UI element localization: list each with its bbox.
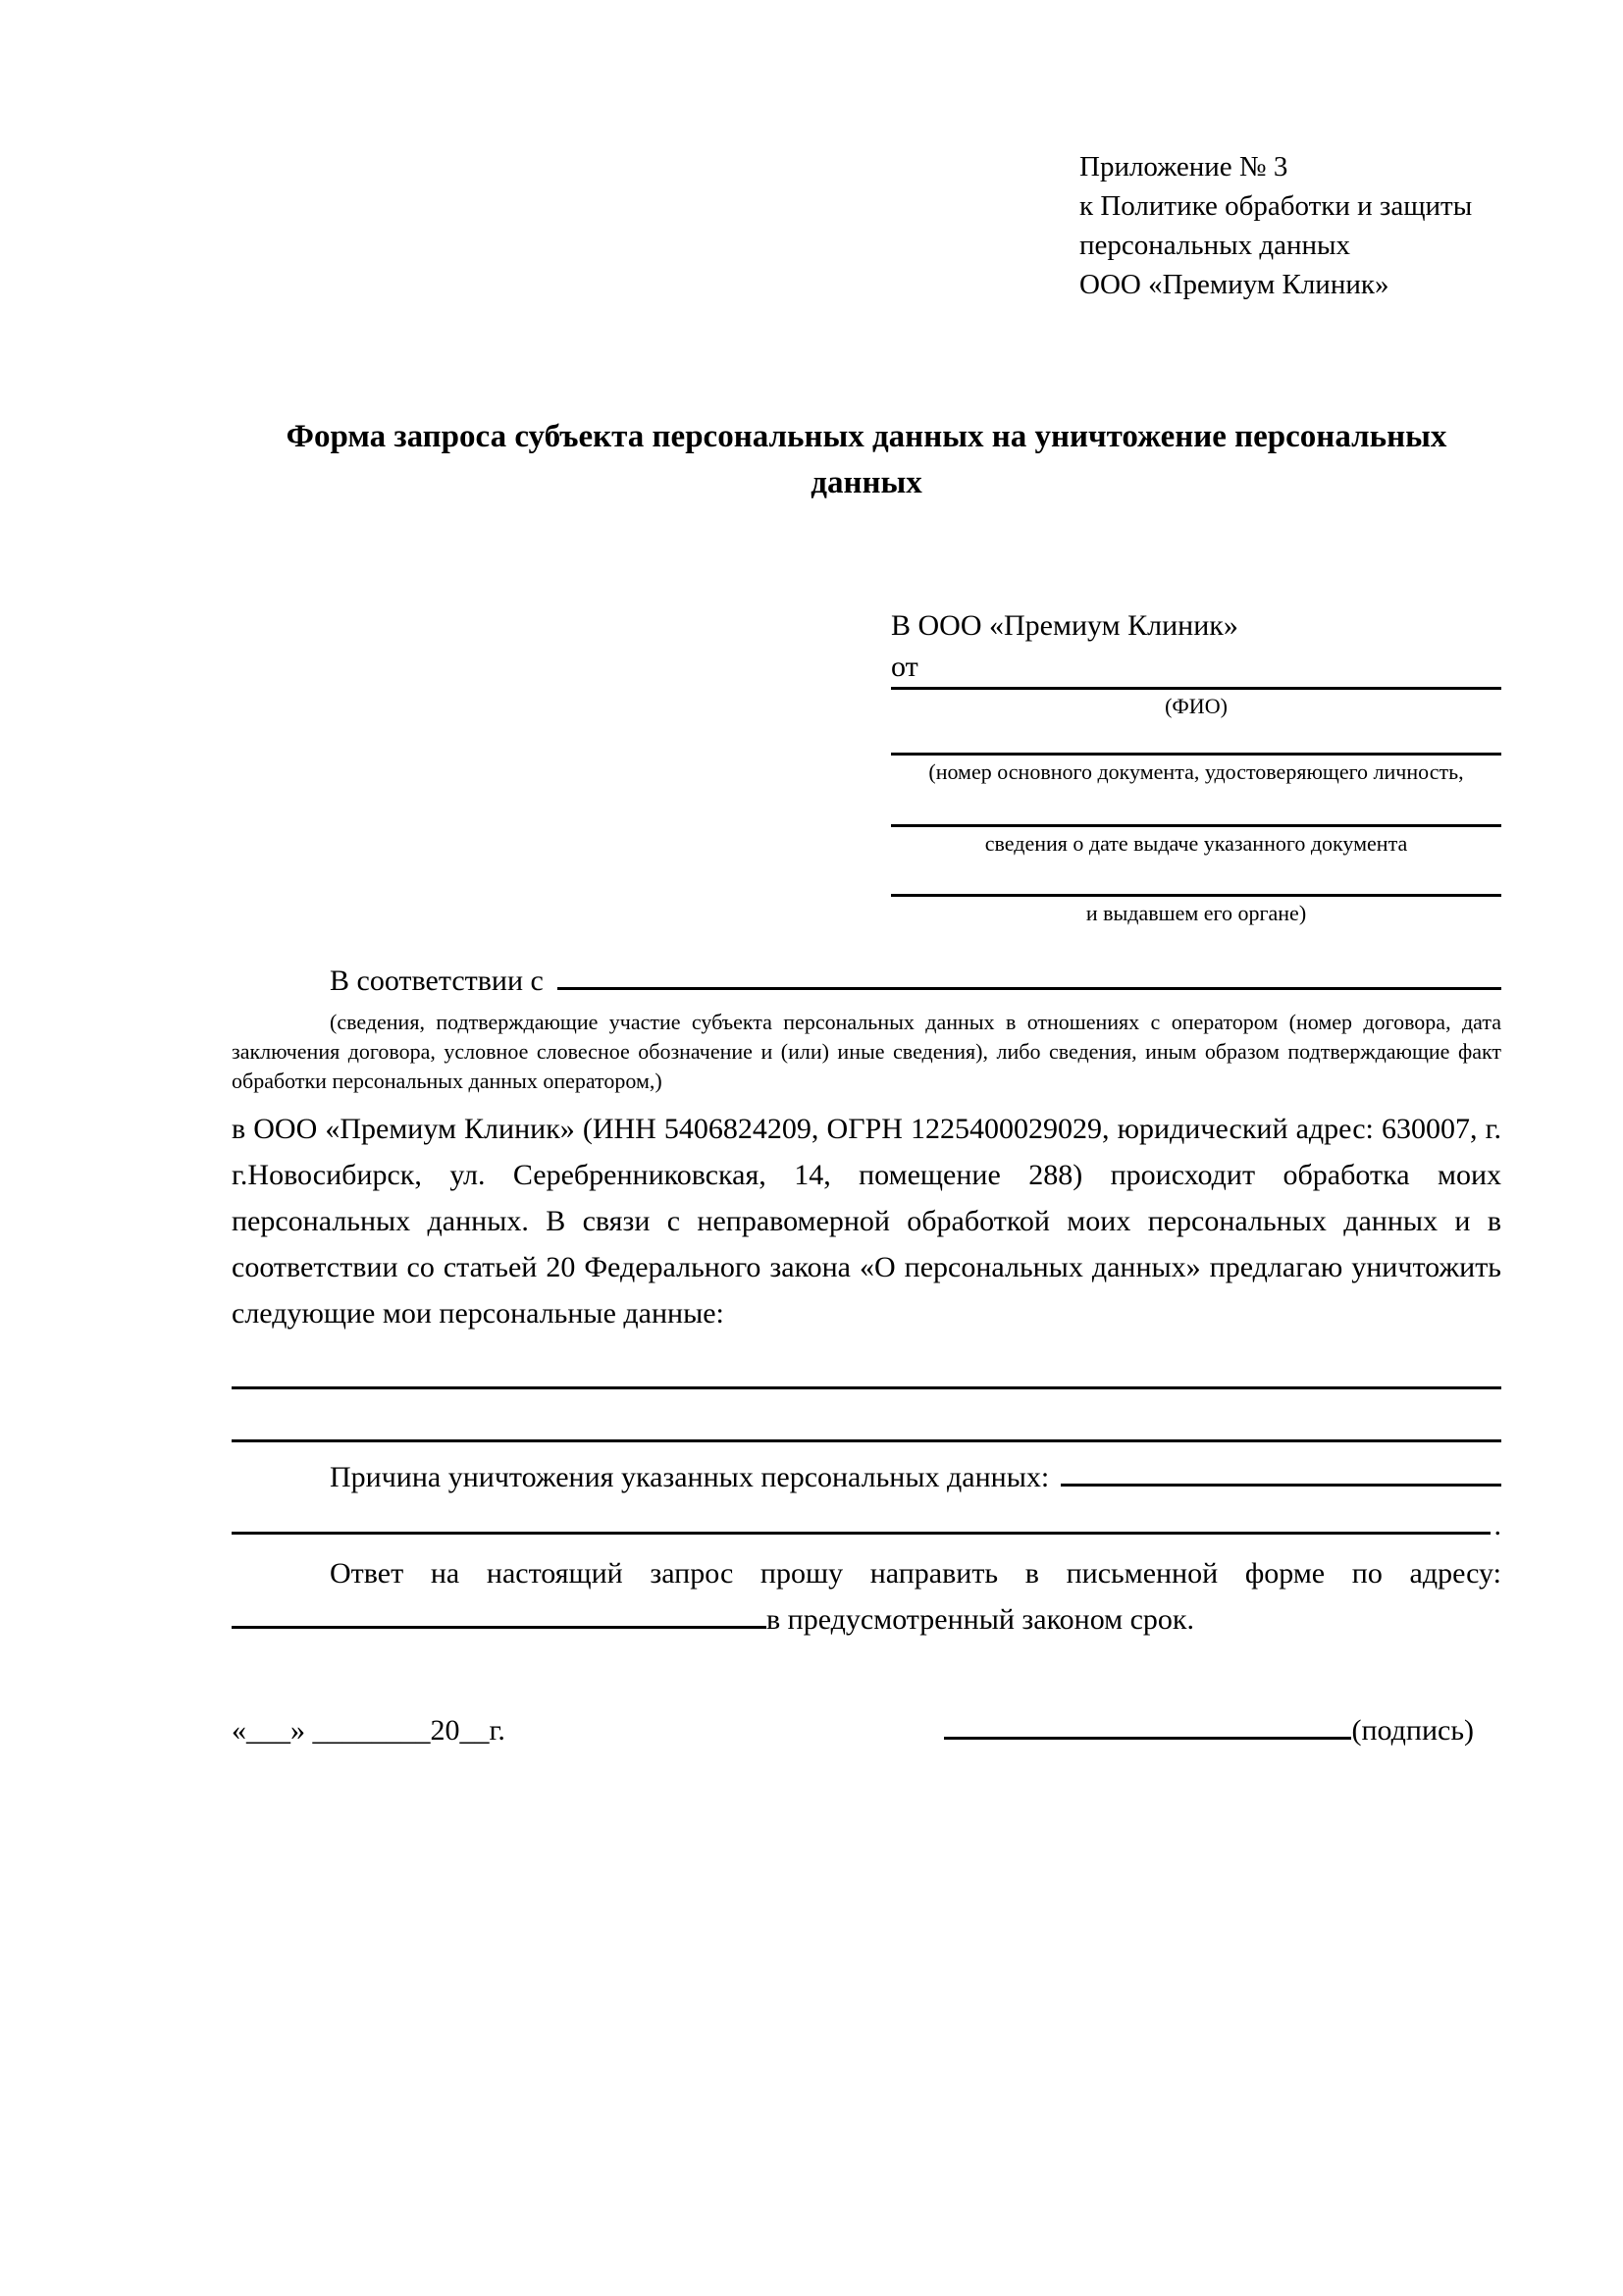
reason-row <box>232 1454 1501 1501</box>
appendix-header <box>1079 147 1501 304</box>
reason-input-line-2[interactable] <box>232 1504 1491 1536</box>
document-title: Форма запроса субъекта персональных данных на уничтожение персональных данных <box>286 419 1447 500</box>
personal-data-input-line-1[interactable] <box>232 1336 1501 1389</box>
footer-row <box>232 1708 1501 1753</box>
appendix-header-line: персональных данных <box>1079 230 1351 261</box>
accordance-row <box>232 959 1501 1004</box>
issuing-authority-input-line[interactable] <box>891 858 1501 897</box>
appendix-header-line: ООО «Премиум Клиник» <box>1079 269 1389 300</box>
accordance-fine-print: (сведения, подтверждающие участие субъекта персональных данных в отношениях с оператором (номер договора, дата заключения договора, условное словесное обозначение и (или) иные сведения), либо сведения, иным образом подтверждающие факт обработки персональных данных оператором,) <box>232 1010 1501 1093</box>
document-content <box>232 147 1501 1753</box>
response-tail-text: в предусмотренный законом срок. <box>766 1603 1194 1636</box>
reason-input-line-1[interactable] <box>1061 1456 1501 1487</box>
signature-input-line[interactable] <box>944 1709 1351 1741</box>
identity-document-number-input-line[interactable] <box>891 720 1501 756</box>
personal-data-input-line-2[interactable] <box>232 1389 1501 1442</box>
identity-document-caption: (номер основного документа, удостоверяющего личность, <box>928 759 1464 784</box>
response-address-row <box>232 1596 1501 1644</box>
reason-row-continuation <box>232 1501 1501 1550</box>
issue-date-input-line[interactable] <box>891 786 1501 827</box>
accordance-input-line[interactable] <box>557 960 1501 991</box>
fio-caption: (ФИО) <box>1165 694 1228 718</box>
issue-date-caption: сведения о дате выдаче указанного документа <box>984 831 1408 856</box>
body-paragraph: в ООО «Премиум Клиник» (ИНН 5406824209, ОГРН 1225400029029, юридический адрес: 630007, г. г.Новосибирск, ул. Серебренниковская, 14, помещение 288) происходит обработка моих персональных данных. В связи с неправомерной обработкой моих персональных данных и в соответствии со статьей 20 Федерального закона «О персональных данных» предлагаю уничтожить следующие мои персональные данные: <box>232 1113 1501 1330</box>
appendix-header-line: к Политике обработки и защиты <box>1079 190 1473 222</box>
signature-block <box>944 1708 1474 1753</box>
reason-label: Причина уничтожения указанных персональных данных: <box>330 1461 1050 1493</box>
fio-input-line[interactable] <box>891 687 1501 690</box>
addressee-block <box>891 604 1501 927</box>
addressee-from-label: от <box>891 651 918 683</box>
accordance-lead: В соответствии с <box>330 965 544 997</box>
response-request-text: Ответ на настоящий запрос прошу направить в письменной форме по адресу: <box>330 1557 1501 1590</box>
date-fill-line[interactable]: «___» ________20__г. <box>232 1714 505 1747</box>
address-input-line[interactable] <box>232 1598 766 1630</box>
issuing-authority-caption: и выдавшем его органе) <box>1085 901 1307 925</box>
appendix-header-line: Приложение № 3 <box>1079 151 1288 183</box>
signature-caption: (подпись) <box>1351 1714 1474 1747</box>
addressee-org: В ООО «Премиум Клиник» <box>891 609 1238 642</box>
reason-line-period: . <box>1493 1509 1501 1541</box>
